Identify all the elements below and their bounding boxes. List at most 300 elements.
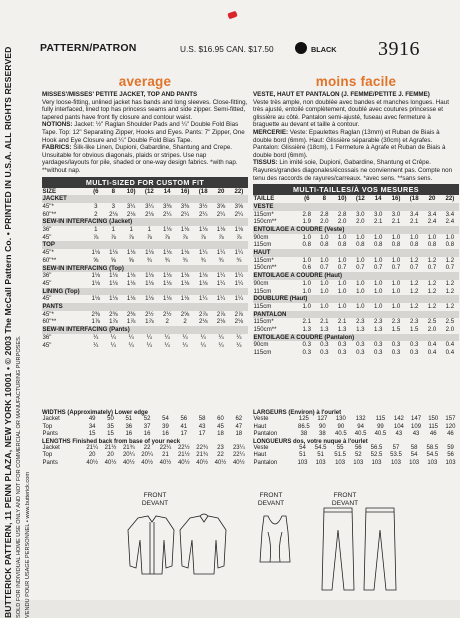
cell: 0.3 — [302, 349, 312, 357]
cell: 21½ — [177, 452, 190, 458]
cell: 1⅛ — [180, 249, 190, 257]
cell: ⅞ — [218, 233, 224, 241]
cell: 2½ — [162, 310, 172, 318]
english-column — [42, 74, 248, 349]
cell: 62 — [235, 416, 243, 422]
yardage-en-row — [42, 249, 248, 257]
desc-en-para-3: FABRICS: Silk-like Linen, Dupioni, Gabardine, Shantung and Crepe. Unsuitable for obvious diagonals, plaids or stripes. Use nap yardages/layouts for pile, shaded or one-way design fabrics. *with nap. **without nap. — [42, 144, 238, 174]
row-label: 90cm — [253, 233, 269, 241]
yardage-en-row — [42, 318, 248, 326]
cell: 36 — [125, 423, 133, 430]
cell: 1.2 — [409, 256, 419, 264]
cell: 1.0 — [391, 279, 401, 287]
cell: 1⅛ — [126, 249, 136, 257]
cell: 1⅞ — [126, 318, 136, 326]
cell: 0.7 — [391, 264, 401, 272]
yardage-fr-row — [253, 318, 459, 326]
cell: 3¼ — [145, 202, 154, 210]
cell: 2⅞ — [216, 310, 226, 318]
color-word: BLACK — [311, 45, 337, 54]
yardage-fr-section — [253, 249, 459, 257]
row-label: 36" — [42, 226, 52, 234]
yardage-en-row — [42, 311, 248, 319]
cell: 3½ — [198, 202, 208, 210]
cell: 0.4 — [445, 341, 455, 349]
side-text-line-2: SOLD FOR INDIVIDUAL HOME USE ONLY AND NOT FOR COMMERCIAL OR MANUFACTURING PURPOSES. — [16, 335, 22, 618]
yardage-en-row — [42, 234, 248, 242]
yardage-fr-section — [253, 226, 459, 234]
cell: 58 — [410, 444, 418, 451]
cell: 0.3 — [391, 341, 401, 349]
desc-en-para-2: NOTIONS: Jacket: ½" Raglan Shoulder Pads and ¼" Double Fold Bias Tape. Top: 12" Separating Zipper, Hooks and Eyes. Pants: 7" Zipper, One Hook and Eye Closure and ¼" Double Fold Bias Tape. — [42, 121, 245, 144]
cell: 34 — [88, 423, 96, 430]
cell: ¾ — [146, 256, 152, 264]
measurements-en — [42, 410, 248, 467]
lengths-en-row — [42, 452, 248, 460]
cell: 22 — [217, 452, 224, 458]
cell: 40.5 — [374, 431, 387, 437]
cell: 1.0 — [356, 256, 365, 264]
pattern-number: 3916 — [378, 38, 420, 60]
row-label: SIZE — [42, 187, 57, 195]
cell: 3¼ — [126, 202, 136, 210]
cell: 40½ — [141, 459, 153, 466]
cell: 38 — [300, 431, 308, 437]
cell: 1.0 — [391, 302, 401, 310]
cell: 10) — [337, 195, 347, 203]
cell: ¼ — [146, 333, 152, 341]
cell: ¼ — [182, 341, 188, 349]
row-label: Veste — [253, 416, 269, 422]
cell: 1.2 — [427, 302, 437, 310]
row-label: 115cm — [253, 349, 272, 357]
cell: 1⅛ — [109, 279, 118, 287]
cell: 2.8 — [337, 210, 347, 218]
cell: 2.3 — [356, 318, 365, 326]
cell: 2.1 — [320, 318, 329, 326]
yardage-en-section — [42, 288, 248, 296]
cell: 43 — [198, 423, 206, 430]
cell: 3.0 — [373, 210, 383, 218]
cell: 1.0 — [427, 233, 437, 241]
cell: 2.5 — [427, 318, 437, 326]
cell: ⅞ — [93, 233, 99, 241]
cell: (18 — [409, 195, 419, 203]
cell: ¼ — [200, 333, 206, 341]
cell: 0.3 — [409, 341, 419, 349]
description-en — [42, 91, 248, 175]
cell: 2¼ — [180, 210, 190, 218]
row-label: 90cm — [253, 279, 269, 287]
widths-fr-row — [253, 424, 459, 432]
cell: ⅝ — [110, 256, 116, 264]
yardage-en-row — [42, 211, 248, 219]
cell: 2.3 — [391, 318, 401, 326]
widths-en-row — [42, 431, 248, 439]
row-label: 36" — [42, 333, 52, 341]
cell: 35 — [107, 423, 114, 430]
row-label: 45" — [42, 341, 52, 349]
cell: 2¼ — [162, 210, 172, 218]
cell: 40½ — [214, 459, 227, 466]
cell: 0.3 — [337, 341, 347, 349]
cell: ¼ — [236, 341, 242, 349]
cell: 0.7 — [373, 264, 383, 272]
cell: 1.0 — [356, 279, 365, 287]
yardage-fr-row — [253, 257, 459, 265]
cell: ¼ — [164, 333, 170, 341]
cell: 1⅛ — [162, 295, 172, 303]
cell: 1¼ — [216, 272, 226, 280]
cell: ¾ — [200, 256, 206, 264]
cell: 1.0 — [337, 302, 347, 310]
cell: 2.3 — [409, 318, 419, 326]
cell: 3 — [94, 202, 98, 210]
row-label: Jacket — [42, 416, 60, 422]
cell: 1 — [129, 226, 133, 234]
cell: 127 — [317, 416, 328, 422]
cell: 142 — [393, 416, 404, 422]
cell: 0.7 — [320, 264, 329, 272]
cell: 120 — [445, 423, 456, 430]
cell: ¾ — [236, 256, 242, 264]
yardage-fr-row — [253, 288, 459, 296]
cell: 0.8 — [356, 241, 365, 249]
cell: 103 — [297, 459, 308, 466]
cell: 3.0 — [391, 210, 401, 218]
desc-en-para-0: MISSES'/MISSES' PETITE JACKET, TOP AND PANTS — [42, 91, 198, 98]
cell: 47 — [235, 423, 243, 430]
widths-title-en: WIDTHS (Approximately) Lower edge — [42, 410, 149, 416]
cell: 1.0 — [302, 302, 312, 310]
cell: 147 — [411, 416, 422, 422]
cell: ⅞ — [236, 233, 242, 241]
cell: 0.8 — [427, 241, 437, 249]
widths-title-fr: LARGEURS (Environ) à l'ourlet — [253, 410, 342, 416]
lengths-table-fr — [253, 445, 459, 468]
cell: 109 — [411, 423, 422, 430]
cell: 8 — [111, 187, 116, 195]
row-label: 115cm* — [253, 318, 274, 326]
cell: ⅞ — [146, 233, 152, 241]
cell: 20 — [88, 452, 96, 458]
cell: ¼ — [236, 333, 242, 341]
yardage-fr-section — [253, 203, 459, 211]
yardage-en-section — [42, 241, 248, 249]
cell: 1⅛ — [180, 272, 190, 280]
cell: 125 — [298, 416, 309, 422]
cell: 54 — [299, 444, 306, 451]
color-dot-icon — [295, 42, 307, 54]
section-label: JACKET — [42, 195, 248, 203]
cell: 1⅛ — [126, 272, 136, 280]
yardage-en-row — [42, 203, 248, 211]
cell: 103 — [445, 459, 456, 466]
cell: 51.5 — [334, 452, 346, 458]
cell: 1.0 — [320, 287, 329, 295]
row-label: 150cm** — [253, 218, 277, 226]
lengths-fr-row — [253, 460, 459, 468]
row-label: Haut — [253, 423, 267, 430]
cell: 0.3 — [356, 349, 365, 357]
cell: ¼ — [110, 341, 116, 349]
cell: 1.0 — [373, 233, 383, 241]
cell: 16 — [125, 431, 133, 437]
front-label-top: FRONT DEVANT — [257, 492, 285, 507]
cell: 2⅛ — [145, 210, 154, 218]
cell: 0.3 — [409, 349, 419, 357]
row-label: 45" — [42, 295, 52, 303]
cell: 51 — [317, 452, 324, 458]
cell: 0.7 — [409, 264, 419, 272]
section-label: PANTALON — [253, 311, 459, 319]
cell: 43 — [395, 431, 403, 437]
cell: 39 — [162, 423, 169, 430]
cell: 41 — [180, 423, 188, 430]
cell: 0.8 — [337, 241, 347, 249]
yardage-en-section — [42, 265, 248, 273]
cell: 2.0 — [337, 218, 347, 226]
cell: 40½ — [159, 459, 172, 466]
cell: 1⅛ — [91, 279, 101, 287]
cell: 58 — [198, 416, 206, 422]
section-label: SEW-IN INTERFACING (Top) — [42, 265, 248, 273]
cell: 0.8 — [445, 241, 455, 249]
cell: 45 — [217, 423, 224, 430]
cell: ¼ — [146, 341, 152, 349]
cell: ⅞ — [200, 233, 206, 241]
row-label: 115cm — [253, 302, 272, 310]
cell: 1.0 — [337, 256, 347, 264]
cell: ⅞ — [128, 233, 134, 241]
cell: 54.5 — [314, 444, 327, 451]
yardage-en-section — [42, 218, 248, 226]
cell: 0.3 — [337, 349, 347, 357]
row-label: 45" — [42, 233, 52, 241]
lengths-fr-row — [253, 452, 459, 460]
desc-fr-para-2: MERCERIE: Veste: Epaulettes Raglan (13mm) et Ruban de Biais à double bord (6mm). Haut: Glissière séparable (30cm) et Agrafes. Pantalon: Glissière (18cm), 1 Fermeture à Agrafe et Ruban de Biais à double bord (6mm). — [253, 128, 446, 159]
cell: 0.3 — [302, 341, 312, 349]
cell: 1.2 — [427, 279, 437, 287]
yardage-fr-row — [253, 264, 459, 272]
cell: 58.5 — [426, 444, 439, 451]
cell: 1¼ — [234, 272, 244, 280]
cell: 3 — [111, 202, 116, 210]
cell: ¼ — [182, 333, 188, 341]
front-label-jacket: FRONT DEVANT — [141, 492, 169, 507]
cell: 1 — [111, 226, 116, 234]
cell: 2⅞ — [198, 310, 208, 318]
cell: 2¼ — [234, 210, 244, 218]
yardage-en-section — [42, 326, 248, 334]
cell: 2.1 — [391, 218, 401, 226]
section-label: LINING (Top) — [42, 288, 248, 296]
cell: 1¼ — [216, 249, 226, 257]
cell: 20 — [428, 195, 436, 203]
cell: 1⅛ — [162, 226, 172, 234]
cell: 1.2 — [427, 287, 437, 295]
cell: 1.0 — [373, 256, 383, 264]
cell: 1.3 — [373, 326, 383, 334]
cell: 8 — [322, 195, 327, 203]
row-label: 115cm — [253, 287, 272, 295]
cell: 103 — [315, 459, 326, 466]
row-label: 60"** — [42, 318, 57, 326]
cell: 3⅜ — [180, 202, 190, 210]
cell: 2⅛ — [198, 318, 208, 326]
cell: (18 — [198, 187, 208, 195]
cell: 20¼ — [122, 452, 135, 458]
cell: 2.8 — [320, 210, 329, 218]
row-label: Pantalon — [253, 431, 278, 437]
widths-fr-row — [253, 431, 459, 439]
cell: 55 — [336, 444, 344, 451]
cell: 1.0 — [373, 287, 383, 295]
yardage-table-en — [42, 188, 248, 350]
cell: 103 — [427, 459, 438, 466]
cell: 1.0 — [302, 233, 312, 241]
price: U.S. $16.95 CAN. $17.50 — [180, 44, 274, 54]
cell: 2⅛ — [109, 210, 118, 218]
yardage-en-row — [42, 334, 248, 342]
cell: 14 — [163, 187, 171, 195]
cell: 2.4 — [427, 218, 437, 226]
cell: 49 — [88, 416, 96, 422]
yardage-en-section — [42, 195, 248, 203]
yardage-fr-row — [253, 303, 459, 311]
multi-size-bar-en: MULTI-SIZED FOR CUSTOM FIT — [42, 177, 248, 188]
cell: 60 — [217, 416, 224, 422]
cell: 1.0 — [391, 256, 401, 264]
cell: 10) — [126, 187, 136, 195]
yardage-en-row — [42, 257, 248, 265]
cell: 22¼ — [232, 452, 245, 458]
cell: 1.0 — [320, 233, 329, 241]
section-label: SEW-IN INTERFACING (Pants) — [42, 326, 248, 334]
cell: 20 — [217, 187, 225, 195]
cell: 1.2 — [409, 287, 419, 295]
cell: 1.0 — [391, 233, 401, 241]
top-sketch — [250, 510, 300, 590]
cell: 2⅛ — [126, 210, 136, 218]
measurements-fr — [253, 410, 459, 467]
cell: 18 — [235, 431, 243, 437]
cell: 2¼ — [198, 210, 208, 218]
side-text-line-3: VENDU POUR USAGE PERSONNEL • www.butterick.com — [25, 472, 31, 618]
cell: 57 — [392, 444, 400, 451]
cell: 3⅜ — [162, 202, 172, 210]
cell: 2⅜ — [126, 310, 136, 318]
cell: 2⅜ — [109, 310, 118, 318]
row-label: 36" — [42, 272, 52, 280]
cell: 1.2 — [409, 302, 419, 310]
cell: 1.0 — [320, 279, 329, 287]
yardage-en-row — [42, 342, 248, 350]
cell: ⅝ — [128, 256, 134, 264]
section-label: ENTOILAGE A COUDRE (Veste) — [253, 226, 459, 234]
widths-fr-row — [253, 416, 459, 424]
row-label: Jacket — [42, 444, 60, 451]
cell: 1¼ — [234, 295, 244, 303]
cell: 3⅝ — [234, 202, 244, 210]
cell: 40½ — [122, 459, 135, 466]
row-label: TAILLE — [253, 195, 275, 203]
cell: 16) — [180, 187, 190, 195]
cell: 1.2 — [445, 279, 455, 287]
cell: 2.1 — [302, 318, 312, 326]
cell: 52 — [143, 416, 151, 422]
cell: 1 — [94, 226, 98, 234]
cell: 1.5 — [409, 326, 419, 334]
cell: 0.3 — [391, 349, 401, 357]
cell: 1⅛ — [145, 249, 154, 257]
cell: 150 — [428, 416, 439, 422]
lengths-en-row — [42, 460, 248, 468]
cell: ¾ — [164, 256, 170, 264]
cell: 2¼ — [216, 210, 226, 218]
cell: 56 — [180, 416, 188, 422]
cell: 22½ — [177, 444, 190, 451]
cell: 1⅛ — [109, 249, 118, 257]
cell: 56 — [447, 452, 454, 458]
cell: (12 — [355, 195, 365, 203]
yardage-fr-row — [253, 211, 459, 219]
cell: 54 — [410, 452, 418, 458]
row-label: 60"** — [42, 256, 57, 264]
cell: 54 — [162, 416, 169, 422]
multi-size-bar-fr: MULTI-TAILLES/À VOS MESURES — [253, 184, 459, 195]
cell: 40½ — [232, 459, 245, 466]
cell: 1.3 — [356, 326, 365, 334]
lengths-en-row — [42, 445, 248, 453]
cell: 1.2 — [445, 287, 455, 295]
cell: 0.4 — [427, 341, 437, 349]
cell: 40½ — [196, 459, 208, 466]
cell: 21¼ — [86, 444, 98, 451]
cell: 103 — [409, 459, 420, 466]
cell: 1.9 — [302, 218, 312, 226]
cell: 40½ — [177, 459, 190, 466]
cell: 0.3 — [320, 341, 329, 349]
cell: 1⅛ — [91, 249, 101, 257]
widths-en-row — [42, 424, 248, 432]
cell: 1.0 — [356, 233, 365, 241]
desc-fr-para-3: TISSUS: Lin imité soie, Dupioni, Gabardine, Shantung et Crêpe. Rayures/grandes diagonales/écossais ne conviennent pas. Compte non tenu des raccords de rayures/carreaux. *avec sens. **sans sens. — [253, 159, 453, 182]
cell: 52 — [354, 452, 362, 458]
difficulty-label-fr: moins facile — [315, 74, 397, 89]
cell: 0.3 — [373, 349, 383, 357]
cell: 132 — [355, 416, 366, 422]
cell: 14 — [374, 195, 382, 203]
cell: 90 — [337, 423, 345, 430]
cell: 22) — [234, 187, 244, 195]
cell: 1.0 — [320, 302, 329, 310]
row-label: 45"* — [42, 310, 54, 318]
cell: 1¼ — [198, 295, 208, 303]
cell: 1¼ — [216, 295, 226, 303]
yardage-fr-row — [253, 195, 459, 203]
cell: 22 — [143, 444, 151, 451]
pattern-label: PATTERN/PATRON — [40, 42, 137, 54]
row-label: Veste — [253, 444, 269, 451]
widths-table-fr — [253, 416, 459, 439]
cell: 1.0 — [320, 256, 329, 264]
cell: 2.0 — [356, 218, 365, 226]
cell: 1.0 — [356, 287, 365, 295]
cell: 90 — [319, 423, 326, 430]
cell: 2 — [94, 210, 98, 218]
cell: 1⅛ — [216, 226, 226, 234]
